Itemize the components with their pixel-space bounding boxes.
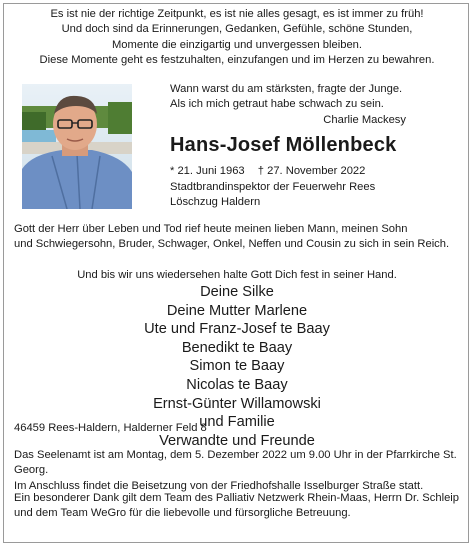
family-address: 46459 Rees-Haldern, Halderner Feld 8	[14, 422, 207, 434]
intro-line: Es ist nie der richtige Zeitpunkt, es ist nie alles gesagt, es ist immer zu früh!	[50, 8, 424, 20]
role-line: Löschzug Haldern	[170, 196, 261, 209]
thanks-note	[14, 491, 466, 522]
announcement-line: und Schwiegersohn, Bruder, Schwager, Onkel, Neffen und Cousin zu sich in sein Reich.	[14, 238, 450, 251]
death-date: † 27. November 2022	[257, 165, 366, 177]
mourner: Simon te Baay	[189, 358, 285, 375]
intro-line: Diese Momente geht es festzuhalten, einzufangen und im Herzen zu bewahren.	[39, 54, 435, 67]
quote-author: Charlie Mackesy	[323, 113, 406, 126]
announcement-line: Gott der Herr über Leben und Tod rief heute meinen lieben Mann, meinen Sohn	[14, 223, 408, 235]
funeral-line: Das Seelenamt ist am Montag, dem 5. Dezember 2022 um 9.00 Uhr in der Pfarrkirche St. Georg.	[14, 449, 457, 477]
mourner: Verwandte und Freunde	[159, 432, 315, 449]
mourner: Benedikt te Baay	[181, 339, 293, 356]
intro-line: Momente die einzigartig und unvergessen bleiben.	[111, 38, 362, 51]
deceased-role	[170, 180, 375, 211]
intro-verse	[8, 7, 466, 69]
mourner: Deine Mutter Marlene	[166, 302, 308, 319]
intro-line: Und doch sind da Erinnerungen, Gedanken, Gefühle, schöne Stunden,	[61, 23, 413, 36]
mourner: Ute und Franz-Josef te Baay	[144, 321, 330, 338]
funeral-details	[14, 448, 466, 494]
thanks-line: und dem Team WeGro für die liebevolle und fürsorgliche Betreuung.	[14, 507, 351, 520]
role-line: Stadtbrandinspektor der Feuerwehr Rees	[170, 181, 376, 193]
portrait-photo	[22, 84, 132, 209]
life-dates	[170, 164, 375, 179]
mourner: Ernst-Günter Willamowski	[153, 395, 321, 412]
quote-line: Wann warst du am stärksten, fragte der Junge.	[170, 83, 403, 95]
birth-date: * 21. Juni 1963	[170, 165, 245, 177]
quote-block	[170, 82, 406, 128]
deceased-name: Hans-Josef Möllenbeck	[170, 134, 397, 156]
quote-line: Als ich mich getraut habe schwach zu sein.	[170, 98, 384, 111]
thanks-line: Ein besonderer Dank gilt dem Team des Palliativ Netzwerk Rhein-Maas, Herrn Dr. Schleip	[14, 492, 459, 504]
funeral-line: Im Anschluss findet die Beisetzung von der Friedhofshalle Isselburger Straße statt.	[14, 479, 424, 492]
farewell-line: Und bis wir uns wiedersehen halte Gott Dich fest in seiner Hand.	[77, 269, 397, 281]
mourner: Deine Silke	[200, 284, 274, 300]
mourner: Nicolas te Baay	[186, 376, 288, 393]
death-announcement	[14, 222, 466, 253]
mourner: und Familie	[199, 414, 275, 431]
